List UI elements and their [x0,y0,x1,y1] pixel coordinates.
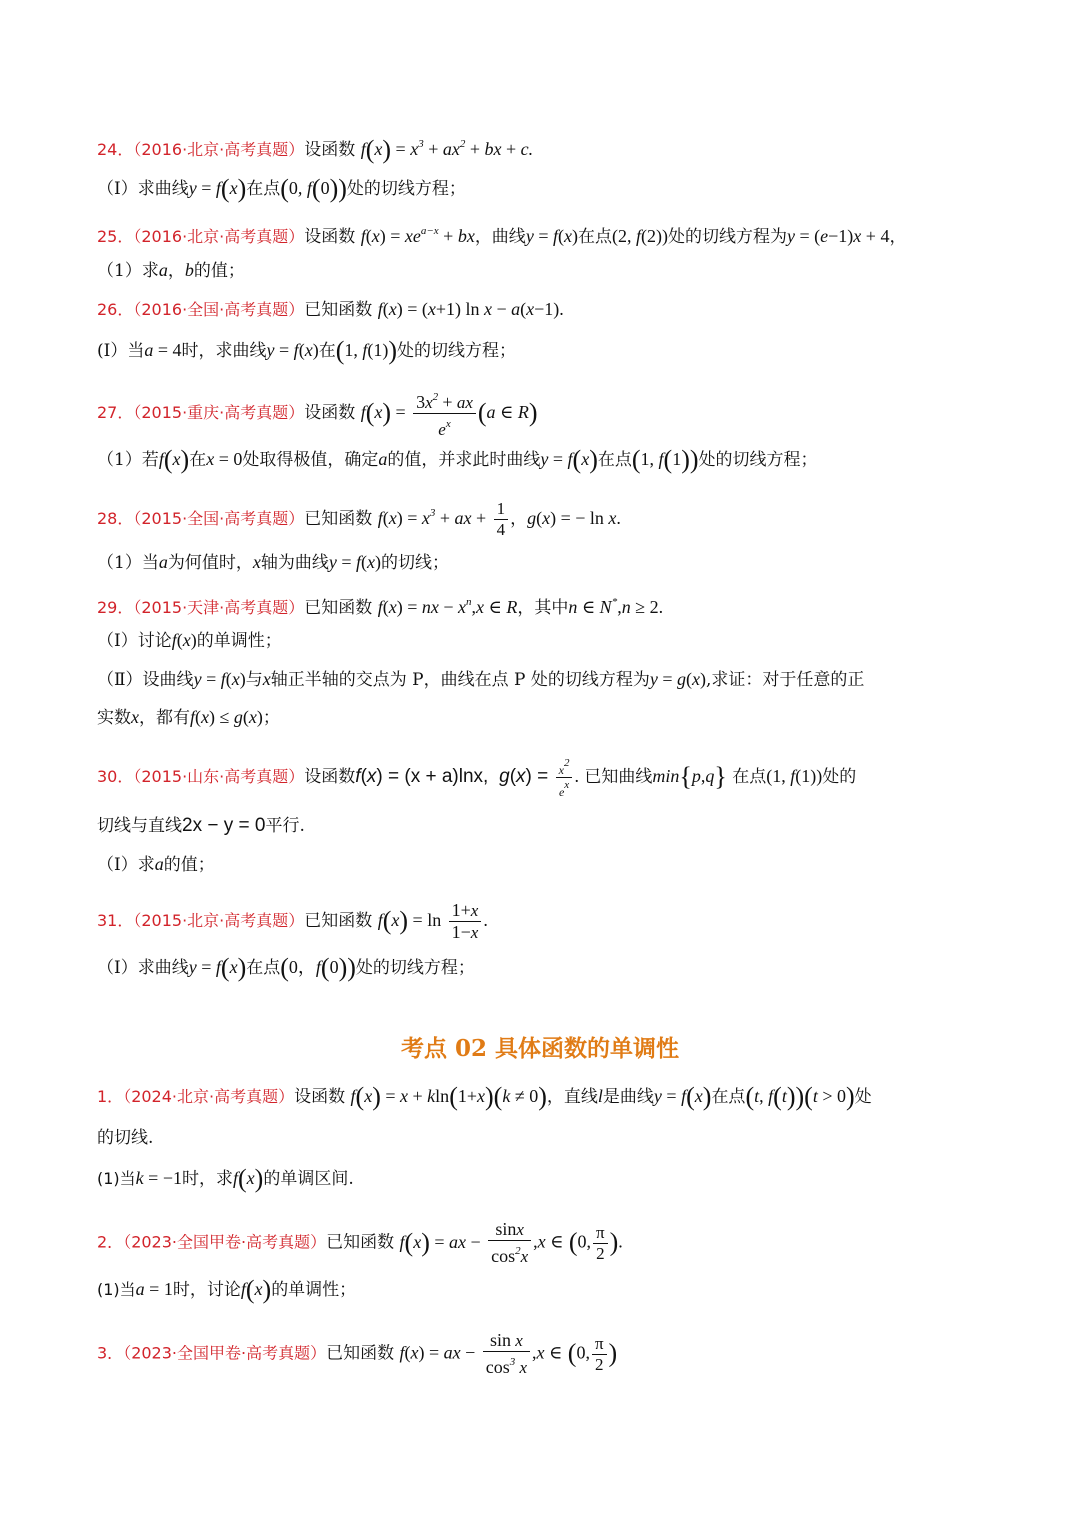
problem-29-part-2-cont: 实数x，都有f(x) ≤ g(x)； [97,707,280,728]
problem-31: 31．（2015·北京·高考真题）已知函数 f(x) = ln $\frac{1+x}{1-x}$ . [97,900,488,942]
problem-24-part-1: （Ⅰ）求曲线y = f(x)在点(0, f(0))处的切线方程； [97,174,466,203]
problem-30: 30．（2015·山东·高考真题）设函数f(x) = (x + a)lnx, g(x) = $\frac{x2}{ex}$ . 已知曲线min{p,q} 在点(1, f(1))处的 [97,757,857,799]
problem-b1-line-2: 的切线. [97,1128,154,1148]
problem-25-part-1: （1）求a，b的值； [97,260,245,281]
problem-28-part-1: （1）当a为何值时，x轴为曲线y = f(x)的切线； [97,552,449,573]
problem-28: 28．（2015·全国·高考真题）已知函数 $f(x) = x^3$ + ax + $\frac{1}{4}$ ，g(x) = − ln x. [97,499,621,539]
problem-30-line-2: 切线与直线2x − y = 0平行. [97,815,305,836]
problem-24: 24．（2016·北京·高考真题）设函数 $f(x) = x^3 + ax^2$ + bx + c. [97,135,534,164]
problem-25: 25．（2016·北京·高考真题）设函数 $f(x) = xe^{a-x}$ + bx，曲线y = f(x)在点(2, f(2))处的切线方程为y = (e−1)x + 4， [97,225,907,247]
problem-31-part-1: （Ⅰ）求曲线y = f(x)在点(0，f(0))处的切线方程； [97,953,475,982]
section-heading: 考点 02 具体函数的单调性 [400,1035,680,1062]
problem-b2: 2．（2023·全国甲卷·高考真题）已知函数 f(x) = ax − $\frac{\sin x}{\cos^2x}$ ,x ∈ (0, $\frac{\pi}{2}$ ). [97,1219,623,1266]
problem-b1-part-1: (1)当k = −1时，求f(x)的单调区间. [97,1164,354,1193]
formula: $f(x) = x^3 + ax^2$ + bx + c. [360,135,534,164]
problem-29-part-2: （Ⅱ）设曲线y = f(x)与x轴正半轴的交点为 P，曲线在点 P 处的切线方程为y = g(x),求证：对于任意的正 [97,669,865,690]
problem-27-part-1: （1）若f(x)在x = 0处取得极值，确定a的值，并求此时曲线y = f(x)在点(1, f(1))处的切线方程； [97,445,818,474]
problem-27: 27．（2015·重庆·高考真题）设函数 f(x) = $\frac{3x^2 + ax}{e^x}$ (a ∈ R) [97,391,538,439]
problem-b1: 1．（2024·北京·高考真题）设函数 f(x) = x + kln(1+x)(k ≠ 0)，直线l是曲线y = f(x)在点(t, f(t))(t > 0)处 [97,1082,872,1111]
problem-29-part-1: （Ⅰ）讨论f(x)的单调性； [97,630,282,651]
problem-26-part-1: (I）当a = 4时，求曲线y = f(x)在(1, f(1))处的切线方程； [97,336,517,365]
problem-b2-part-1: (1)当a = 1时，讨论f(x)的单调性； [97,1275,357,1304]
problem-b3: 3．（2023·全国甲卷·高考真题）已知函数 f(x) = ax − $\frac{\text{sin x}}{\cos^3 x}$ ,x ∈ (0, $\frac{\pi}{2}$ ) [97,1330,618,1377]
problem-30-part-1: （Ⅰ）求a的值； [97,854,215,875]
problem-29: 29．（2015·天津·高考真题）已知函数 f(x) = nx − $x^n,x$ ∈ R，其中n ∈ N*,n ≥ 2. [97,596,664,618]
problem-26: 26．（2016·全国·高考真题）已知函数 f(x) = (x+1) ln x − a(x−1). [97,299,564,320]
